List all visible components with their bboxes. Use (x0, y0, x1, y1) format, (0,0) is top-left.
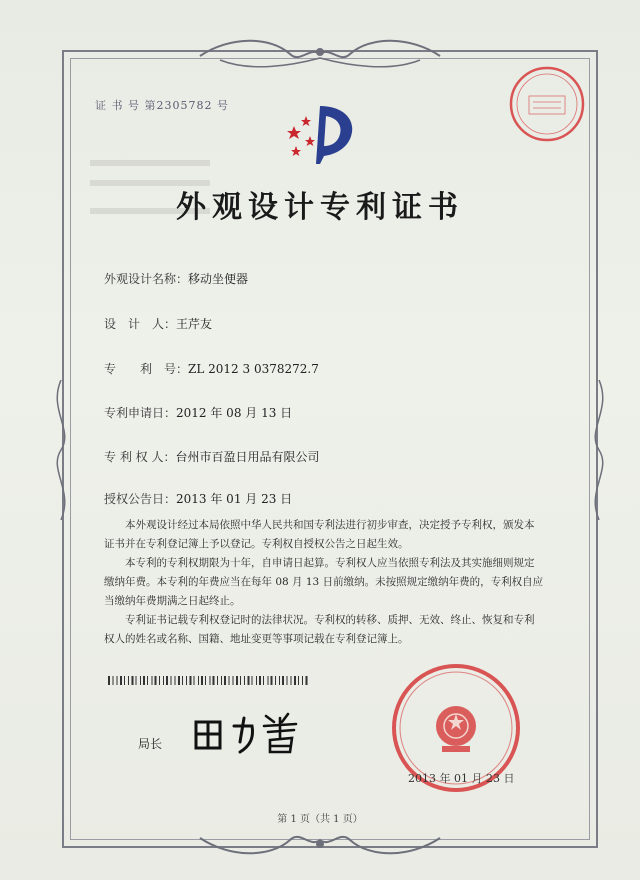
director-label: 局长 (138, 737, 163, 751)
page-title: 外观设计专利证书 (176, 190, 464, 225)
seal-date: 2013 年 01 月 23 日 (408, 772, 515, 785)
patent-office-logo-icon (280, 98, 370, 168)
field-value: 台州市百盈日用品有限公司 (175, 450, 320, 464)
field-value: 2012 年 08 月 13 日 (176, 406, 293, 420)
field-label: 专 利 权 人： (104, 450, 176, 464)
top-ornament (190, 36, 450, 76)
field-patent-number (104, 360, 319, 377)
field-value: 移动坐便器 (188, 272, 249, 286)
page-number: 第 1 页（共 1 页） (277, 814, 363, 825)
field-value: 王芹友 (176, 317, 213, 331)
field-label: 外观设计名称： (104, 272, 189, 286)
field-label: 专 利 号： (104, 362, 189, 376)
director-signature (190, 708, 310, 758)
left-ornament (48, 380, 74, 520)
field-label: 专利申请日： (104, 406, 177, 420)
field-grant-date (104, 490, 292, 507)
bottom-ornament (190, 822, 450, 858)
field-label: 授权公告日： (104, 492, 177, 506)
right-ornament (586, 380, 612, 520)
tax-office-seal-icon (505, 62, 589, 146)
barcode (108, 676, 308, 685)
field-value: 2013 年 01 月 23 日 (176, 492, 293, 506)
certificate-number (95, 97, 229, 113)
body-paragraph: 专利证书记载专利权登记时的法律状况。专利权的转移、质押、无效、终止、恢复和专利权人的姓名或名称、国籍、地址变更等事项记载在专利登记簿上。 (104, 614, 535, 645)
field-value: ZL 2012 3 0378272.7 (188, 362, 319, 376)
field-label: 设 计 人： (104, 317, 177, 331)
body-paragraph: 本专利的专利权期限为十年，自申请日起算。专利权人应当依照专利法及其实施细则规定缴纳年费。本专利的年费应当在每年 08 月 13 日前缴纳。未按照规定缴纳年费的，专利权自应当缴纳年费期满之日起终止。 (104, 557, 544, 607)
field-designer (104, 315, 212, 332)
body-paragraph: 本外观设计经过本局依照中华人民共和国专利法进行初步审查，决定授予专利权，颁发本证书并在专利登记簿上予以登记。专利权自授权公告之日起生效。 (104, 519, 535, 550)
cert-no-prefix: 证 书 号 第 (95, 99, 157, 112)
field-design-name (104, 270, 248, 287)
certificate-body (104, 516, 544, 649)
field-application-date (104, 404, 292, 421)
field-patentee (104, 448, 319, 465)
cert-no-suffix: 号 (217, 99, 229, 112)
cert-no-value: 2305782 (156, 99, 213, 112)
